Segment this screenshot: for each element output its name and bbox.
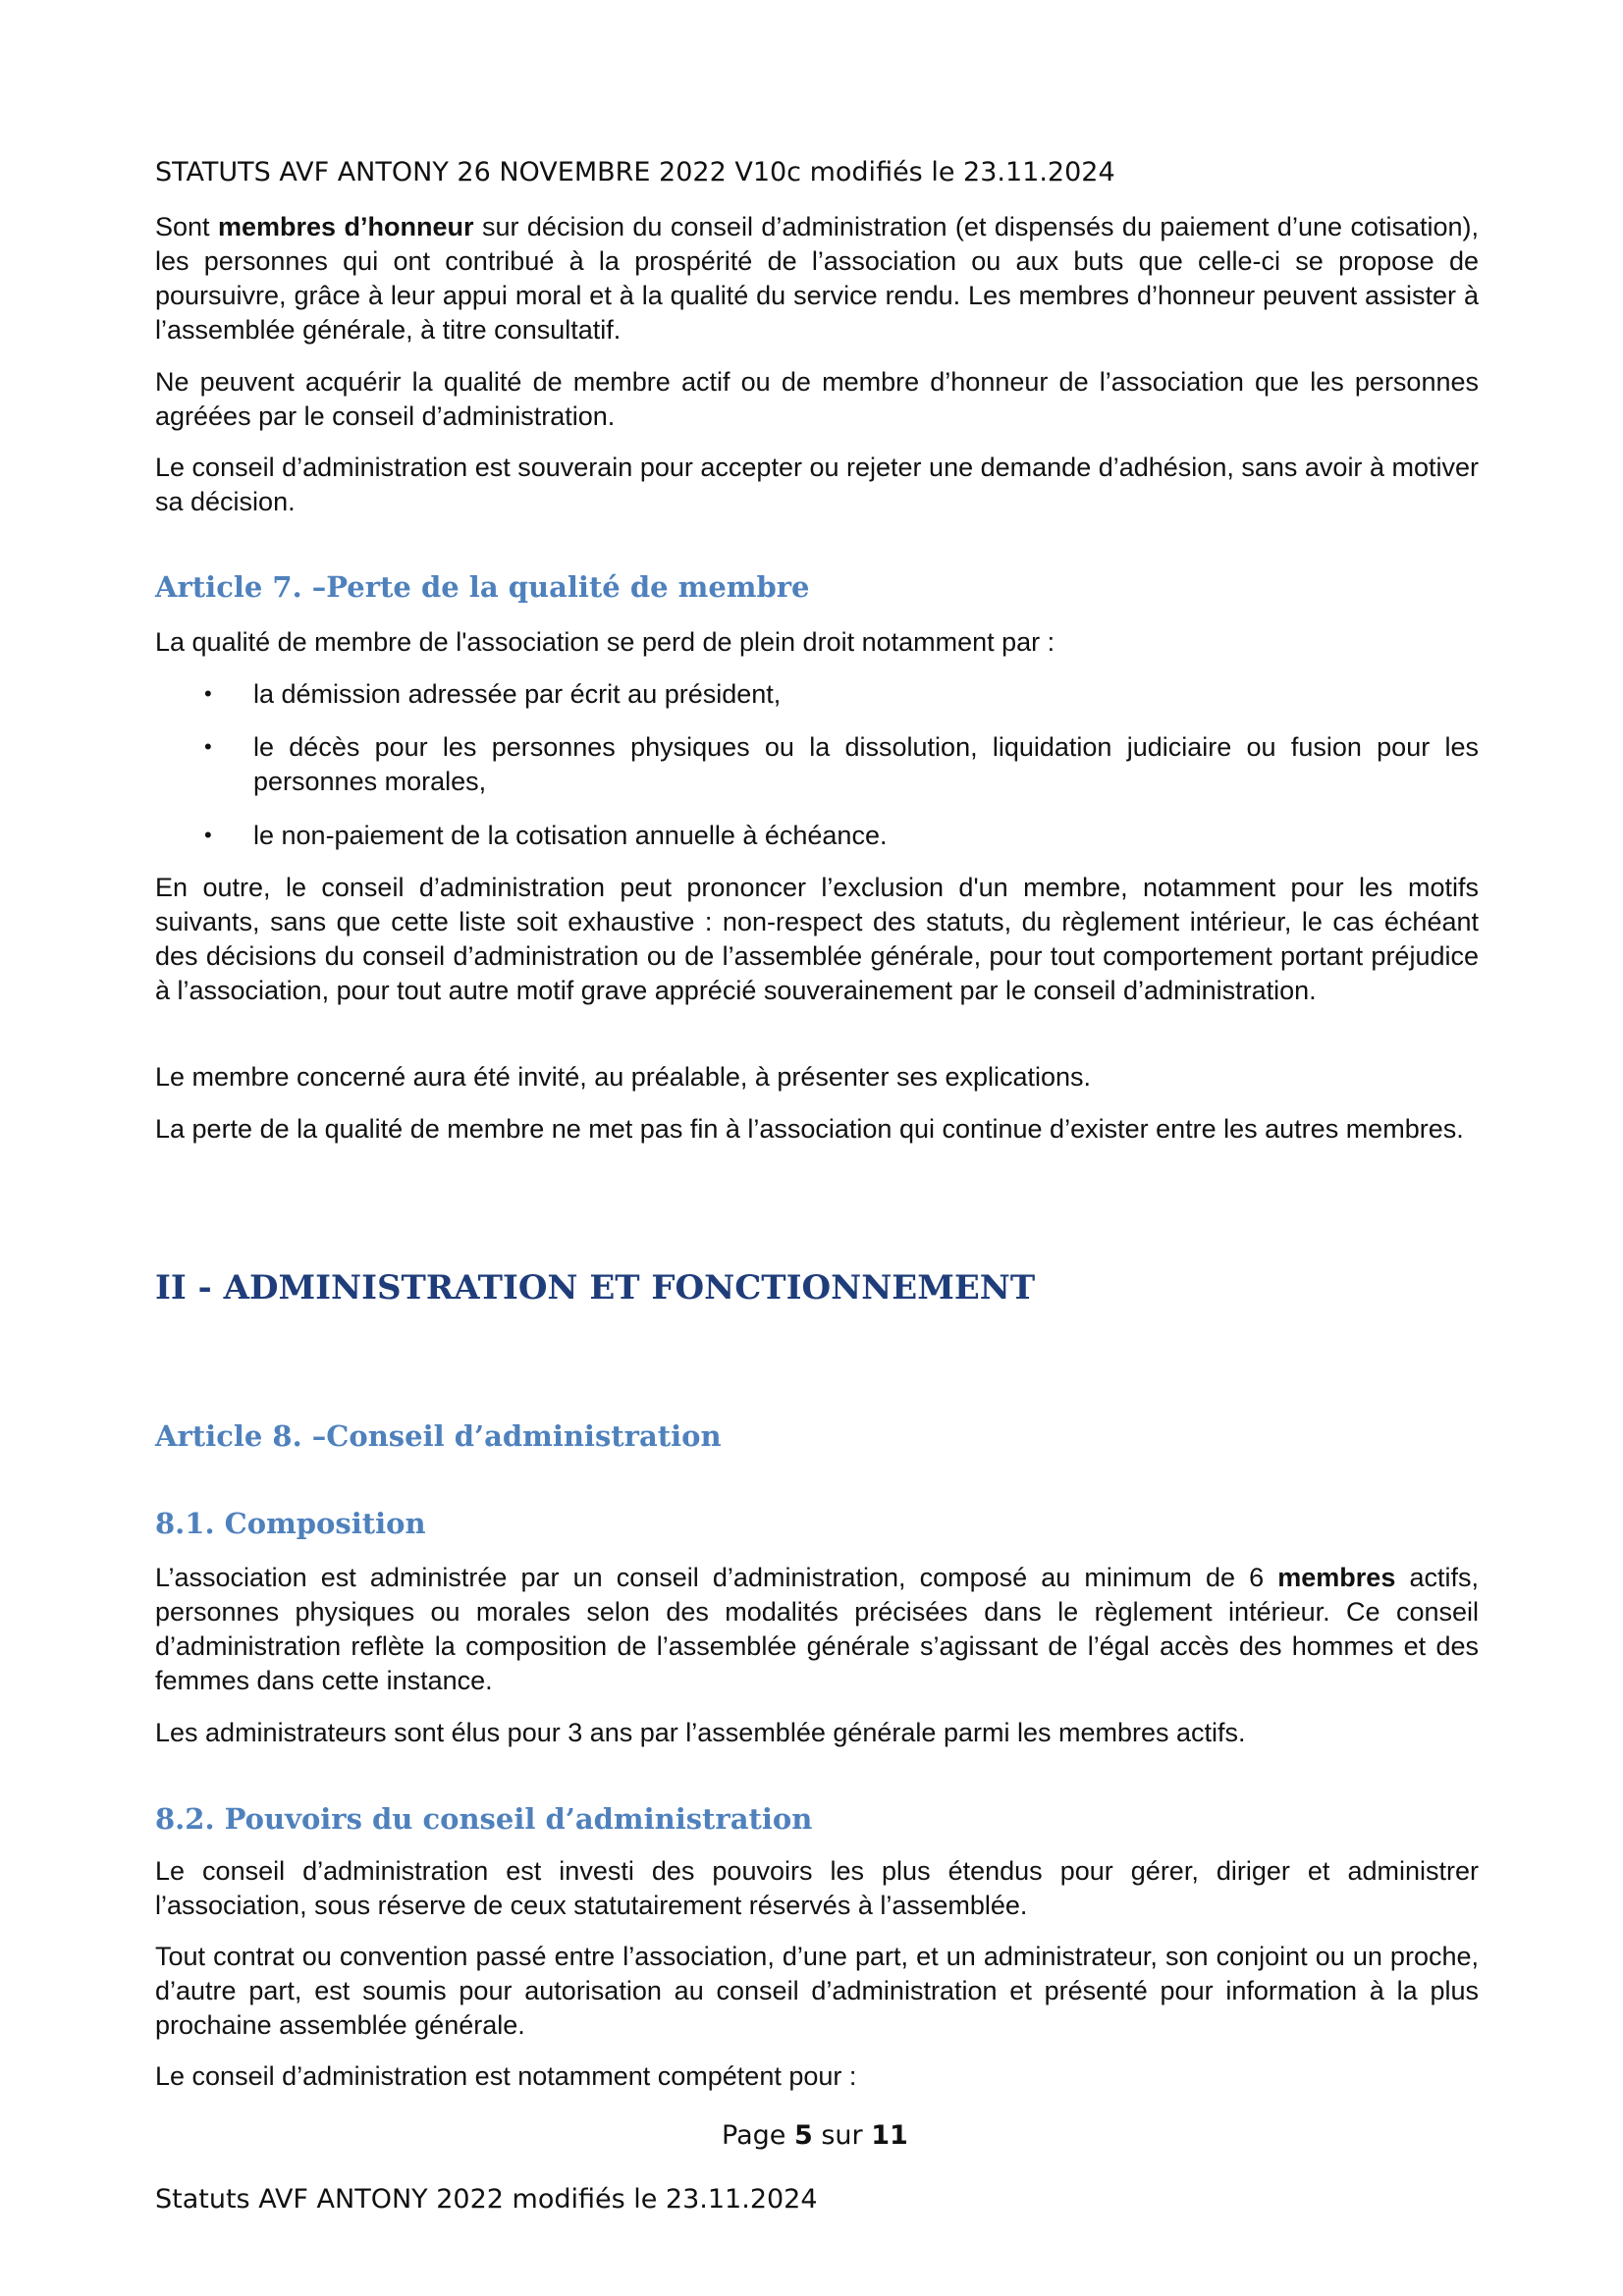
contracts-paragraph: Tout contrat ou convention passé entre l’association, d’une part, et un administrateur, son conjoint ou un proche, d’autre part, est soumis pour autorisation au conseil d’administration et présenté pour information à la plus prochaine assemblée générale. [155,1942,1479,2040]
sovereign-paragraph: Le conseil d’administration est souverain pour accepter ou rejeter une demande d’adhésion, sans avoir à motiver sa décision. [155,453,1479,516]
section-2-heading: II - ADMINISTRATION ET FONCTIONNEMENT [155,1268,1036,1308]
election-paragraph: Les administrateurs sont élus pour 3 ans par l’assemblée générale parmi les membres actifs. [155,1718,1246,1747]
approval-paragraph: Ne peuvent acquérir la qualité de membre actif ou de membre d’honneur de l’association que les personnes agréées par le conseil d’administration. [155,367,1479,431]
competence-paragraph: Le conseil d’administration est notamment compétent pour : [155,2061,857,2091]
document-header: STATUTS AVF ANTONY 26 NOVEMBRE 2022 V10c modifiés le 23.11.2024 [155,157,1115,187]
honorary-members-paragraph: Sont membres d’honneur sur décision du conseil d’administration (et dispensés du paiement d’une cotisation), les personnes qui ont contribué à la prospérité de l’association ou aux buts que celle-ci se propose de poursuivre, grâce à leur appui moral et à la qualité du service rendu. Les membres d’honneur peuvent assister à l’assemblée générale, à titre consultatif. [155,212,1479,345]
bullet-icon: • [204,734,212,759]
membership-loss-paragraph: La perte de la qualité de membre ne met pas fin à l’association qui continue d’exister entre les autres membres. [155,1114,1464,1144]
list-item: la démission adressée par écrit au président, [253,679,782,709]
article-8-heading: Article 8. –Conseil d’administration [155,1419,722,1453]
list-item: le décès pour les personnes physiques ou la dissolution, liquidation judiciaire ou fusion pour les personnes morales, [253,732,1479,796]
composition-paragraph: L’association est administrée par un conseil d’administration, composé au minimum de 6 membres actifs, personnes physiques ou morales selon des modalités précisées dans le règlement intérieur. Ce conseil d’administration reflète la composition de l’assemblée générale s’agissant de l’égal accès des hommes et des femmes dans cette instance. [155,1563,1479,1695]
explanations-paragraph: Le membre concerné aura été invité, au préalable, à présenter ses explications. [155,1062,1092,1092]
honorary-members-term: membres d’honneur [218,212,474,241]
section-8-1-heading: 8.1. Composition [155,1507,426,1540]
bullet-icon: • [204,823,212,847]
exclusion-paragraph: En outre, le conseil d’administration peut prononcer l’exclusion d'un membre, notamment pour les motifs suivants, sans que cette liste soit exhaustive : non-respect des statuts, du règlement intérieur, le cas échéant des décisions du conseil d’administration ou de l’assemblée générale, pour tout comportement portant préjudice à l’association, pour tout autre motif grave apprécié souverainement par le conseil d’administration. [155,873,1479,1005]
page-number: Page 5 sur 11 [722,2120,908,2151]
members-term: membres [1277,1563,1396,1592]
document-footer: Statuts AVF ANTONY 2022 modifiés le 23.11.2024 [155,2184,818,2215]
list-item: le non-paiement de la cotisation annuelle à échéance. [253,821,888,850]
section-8-2-heading: 8.2. Pouvoirs du conseil d’administration [155,1802,813,1836]
article-7-lead: La qualité de membre de l'association se perd de plein droit notamment par : [155,627,1055,657]
powers-paragraph: Le conseil d’administration est investi des pouvoirs les plus étendus pour gérer, diriger et administrer l’association, sous réserve de ceux statutairement réservés à l’assemblée. [155,1856,1479,1920]
article-7-heading: Article 7. –Perte de la qualité de membre [155,570,810,604]
bullet-icon: • [204,681,212,706]
